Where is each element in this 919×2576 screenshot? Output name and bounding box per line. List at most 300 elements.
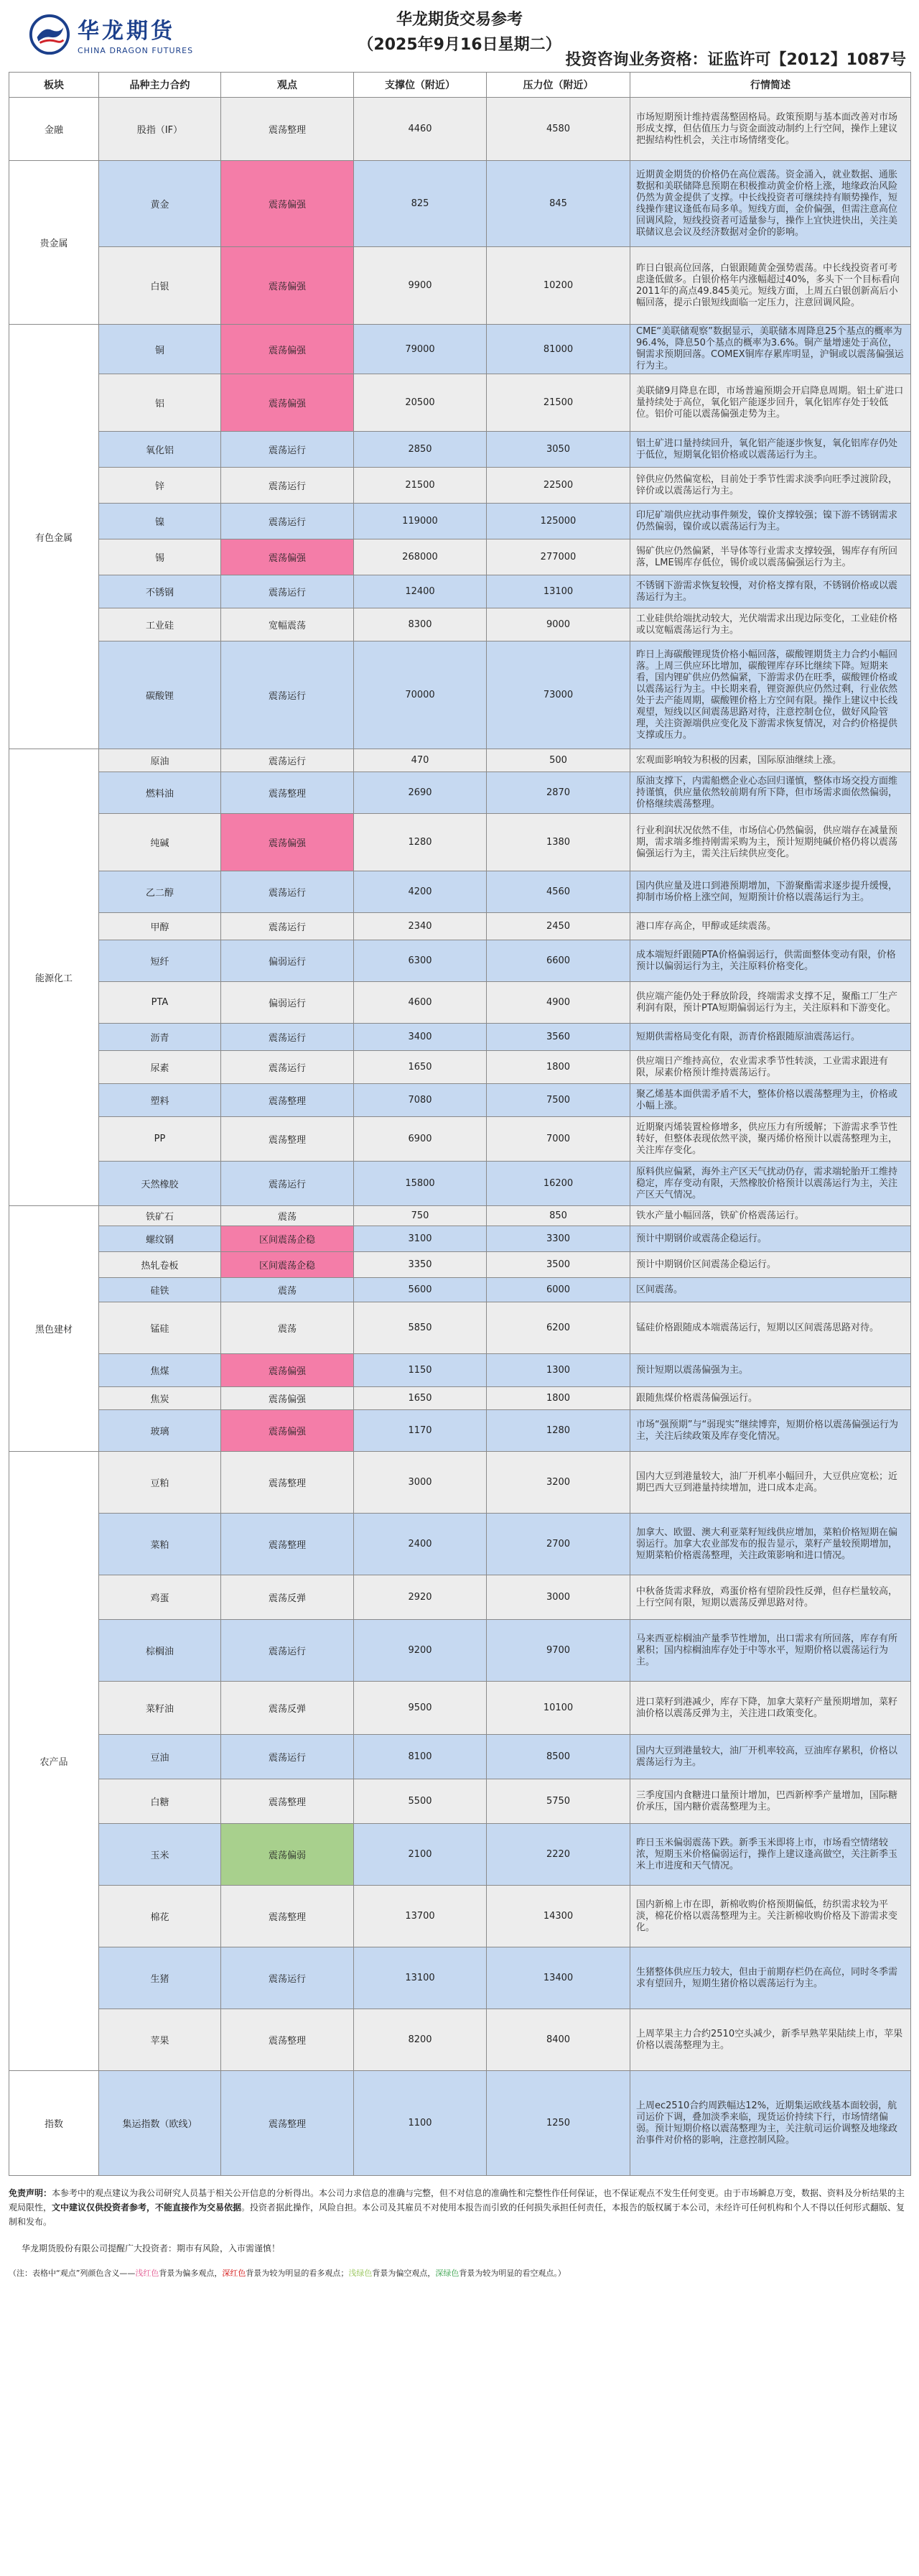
report-date: （2025年9月16日星期二） xyxy=(358,36,561,54)
table-row xyxy=(9,1051,911,1084)
support-cell: 3100 xyxy=(354,1226,487,1252)
contract-cell: 集运指数（欧线） xyxy=(99,2071,221,2176)
support-cell: 268000 xyxy=(354,539,487,575)
resistance-cell: 3560 xyxy=(487,1024,630,1051)
col-resistance: 压力位（附近） xyxy=(487,73,630,98)
support-cell: 3000 xyxy=(354,1452,487,1514)
desc-cell: 行业利润状况依然不佳，市场信心仍然偏弱，供应端存在减量预期，需求端多维持刚需采购为主，预计短期纯碱价格仍将以震荡偏强运行为主，需关注后续供应变化。 xyxy=(630,814,911,871)
table-row xyxy=(9,98,911,161)
contract-cell: 苹果 xyxy=(99,2009,221,2071)
view-cell: 宽幅震荡 xyxy=(221,608,354,641)
resistance-cell: 1250 xyxy=(487,2071,630,2176)
table-row xyxy=(9,1387,911,1410)
resistance-cell: 3200 xyxy=(487,1452,630,1514)
view-cell: 震荡偏强 xyxy=(221,325,354,374)
support-cell: 13700 xyxy=(354,1886,487,1947)
contract-cell: PP xyxy=(99,1117,221,1162)
sector-cell: 金融 xyxy=(9,98,99,161)
desc-cell: 成本端短纤跟随PTA价格偏弱运行，供需面整体变动有限，价格预计以偏弱运行为主，关注原料价格变化。 xyxy=(630,940,911,982)
support-cell: 20500 xyxy=(354,374,487,432)
view-cell: 震荡运行 xyxy=(221,871,354,913)
col-sector: 板块 xyxy=(9,73,99,98)
desc-cell: 预计中期钢价或震荡企稳运行。 xyxy=(630,1226,911,1252)
support-cell: 8100 xyxy=(354,1735,487,1779)
desc-cell: 印尼矿端供应扰动事件频发，镍价支撑较强；镍下游不锈钢需求仍然偏弱，镍价或以震荡运行为主。 xyxy=(630,504,911,539)
desc-cell: 昨日白银高位回落，白银跟随黄金强势震荡。中长线投资者可考虑逢低做多。白银价格年内涨幅超过40%，多头下一个目标看向2011年的高点49.845美元。短线方面，上周五白银创新高后小幅回落，提示白银短线面临一定压力，注意回调风险。 xyxy=(630,247,911,325)
sector-cell: 贵金属 xyxy=(9,161,99,325)
view-cell: 震荡运行 xyxy=(221,1620,354,1682)
support-cell: 2690 xyxy=(354,772,487,814)
resistance-cell: 13400 xyxy=(487,1947,630,2009)
desc-cell: 锌供应仍然偏宽松，目前处于季节性需求淡季向旺季过渡阶段，锌价或以震荡运行为主。 xyxy=(630,468,911,504)
view-cell: 震荡运行 xyxy=(221,1024,354,1051)
table-row xyxy=(9,1410,911,1452)
table-row xyxy=(9,871,911,913)
disclaimer-label: 免责声明： xyxy=(9,2188,52,2198)
contract-cell: 尿素 xyxy=(99,1051,221,1084)
table-row xyxy=(9,1886,911,1947)
contract-cell: 短纤 xyxy=(99,940,221,982)
contract-cell: PTA xyxy=(99,982,221,1024)
resistance-cell: 14300 xyxy=(487,1886,630,1947)
note-green-text: 背景为较为明显的看空观点。） xyxy=(459,2269,566,2278)
view-cell: 震荡运行 xyxy=(221,749,354,772)
note-prefix: （注：表格中“观点”列颜色含义—— xyxy=(9,2269,136,2278)
table-row xyxy=(9,1735,911,1779)
desc-cell: 中秋备货需求释放，鸡蛋价格有望阶段性反弹，但存栏量较高，上行空间有限，短期以震荡反弹思路对待。 xyxy=(630,1575,911,1620)
support-cell: 7080 xyxy=(354,1084,487,1117)
sector-cell: 能源化工 xyxy=(9,749,99,1206)
view-cell: 震荡整理 xyxy=(221,2009,354,2071)
table-row xyxy=(9,504,911,539)
license-text: 投资咨询业务资格：证监许可【2012】1087号 xyxy=(565,51,906,69)
resistance-cell: 850 xyxy=(487,1206,630,1226)
contract-cell: 锌 xyxy=(99,468,221,504)
contract-cell: 焦炭 xyxy=(99,1387,221,1410)
support-cell: 4460 xyxy=(354,98,487,161)
contract-cell: 焦煤 xyxy=(99,1354,221,1387)
desc-cell: 国内大豆到港量较大，油厂开机率较高，豆油库存累积，价格以震荡运行为主。 xyxy=(630,1735,911,1779)
resistance-cell: 3500 xyxy=(487,1252,630,1278)
view-cell: 震荡整理 xyxy=(221,1779,354,1824)
support-cell: 8300 xyxy=(354,608,487,641)
support-cell: 750 xyxy=(354,1206,487,1226)
contract-cell: 原油 xyxy=(99,749,221,772)
desc-cell: 国内大豆到港量较大，油厂开机率小幅回升，大豆供应宽松；近期巴西大豆到港量持续增加，进口成本走高。 xyxy=(630,1452,911,1514)
view-cell: 震荡整理 xyxy=(221,1084,354,1117)
support-cell: 70000 xyxy=(354,641,487,749)
contract-cell: 螺纹钢 xyxy=(99,1226,221,1252)
desc-cell: 近期聚丙烯装置检修增多，供应压力有所缓解；下游需求季节性转好，但整体表现依然平淡，聚丙烯价格预计以震荡整理为主，关注库存变化。 xyxy=(630,1117,911,1162)
view-cell: 震荡偏强 xyxy=(221,161,354,247)
support-cell: 8200 xyxy=(354,2009,487,2071)
table-row xyxy=(9,814,911,871)
support-cell: 79000 xyxy=(354,325,487,374)
contract-cell: 棕榈油 xyxy=(99,1620,221,1682)
table-row xyxy=(9,1514,911,1575)
support-cell: 2340 xyxy=(354,913,487,940)
disclaimer-text: 本参考中的观点建议为我公司研究人员基于相关公开信息的分析得出。本公司力求信息的准确与完整，但不对信息的准确性和完整性作任何保证，也不保证观点不发生任何变更。由于市场瞬息万变，数据、资料及分析结果的主观局限性， xyxy=(9,2188,905,2213)
view-cell: 震荡运行 xyxy=(221,468,354,504)
support-cell: 1170 xyxy=(354,1410,487,1452)
table-row xyxy=(9,1252,911,1278)
view-cell: 震荡运行 xyxy=(221,641,354,749)
desc-cell: 生猪整体供应压力较大，但由于前期存栏仍在高位，同时冬季需求有望回升，短期生猪价格以震荡运行为主。 xyxy=(630,1947,911,2009)
view-cell: 震荡偏强 xyxy=(221,1410,354,1452)
resistance-cell: 81000 xyxy=(487,325,630,374)
resistance-cell: 500 xyxy=(487,749,630,772)
contract-cell: 白糖 xyxy=(99,1779,221,1824)
support-cell: 2400 xyxy=(354,1514,487,1575)
contract-cell: 黄金 xyxy=(99,161,221,247)
resistance-cell: 16200 xyxy=(487,1162,630,1206)
contract-cell: 天然橡胶 xyxy=(99,1162,221,1206)
support-cell: 5850 xyxy=(354,1302,487,1354)
sector-cell: 指数 xyxy=(9,2071,99,2176)
support-cell: 1650 xyxy=(354,1387,487,1410)
desc-cell: 市场短期预计维持震荡整固格局。政策预期与基本面改善对市场形成支撑，但估值压力与资金面波动制约上行空间，操作上建议把握结构性机会，关注市场情绪变化。 xyxy=(630,98,911,161)
col-desc: 行情简述 xyxy=(630,73,911,98)
view-cell: 震荡反弹 xyxy=(221,1575,354,1620)
view-cell: 震荡整理 xyxy=(221,2071,354,2176)
support-cell: 3350 xyxy=(354,1252,487,1278)
table-row xyxy=(9,1162,911,1206)
table-row xyxy=(9,641,911,749)
table-row xyxy=(9,575,911,608)
support-cell: 1280 xyxy=(354,814,487,871)
risk-reminder: 华龙期货股份有限公司提醒广大投资者：期市有风险，入市需谨慎！ xyxy=(22,2243,281,2253)
table-row xyxy=(9,1206,911,1226)
table-row xyxy=(9,1575,911,1620)
col-support: 支撑位（附近） xyxy=(354,73,487,98)
contract-cell: 铜 xyxy=(99,325,221,374)
table-row xyxy=(9,913,911,940)
desc-cell: 昨日上海碳酸锂现货价格小幅回落，碳酸锂期货主力合约小幅回落。上周三供应环比增加，碳酸锂库存环比继续下降。短期来看，国内锂矿供应仍然偏紧，下游需求仍在旺季，碳酸锂价格或以震荡运行为主。中长期来看，锂资源供应仍然过剩，行业依然处于去产能周期，碳酸锂价格上方空间有限。操作上建议中长线观望，短线以区间震荡思路对待，注意控制仓位，做好风险管理，关注资源端供应变化及下游需求恢复情况，对合约价格提供支撑或压力。 xyxy=(630,641,911,749)
contract-cell: 沥青 xyxy=(99,1024,221,1051)
table-row xyxy=(9,1452,911,1514)
support-cell: 6900 xyxy=(354,1117,487,1162)
resistance-cell: 6200 xyxy=(487,1302,630,1354)
support-cell: 15800 xyxy=(354,1162,487,1206)
contract-cell: 不锈钢 xyxy=(99,575,221,608)
table-row xyxy=(9,1084,911,1117)
table-row xyxy=(9,1024,911,1051)
resistance-cell: 1380 xyxy=(487,814,630,871)
resistance-cell: 13100 xyxy=(487,575,630,608)
table-row xyxy=(9,982,911,1024)
contract-cell: 纯碱 xyxy=(99,814,221,871)
contract-cell: 热轧卷板 xyxy=(99,1252,221,1278)
table-row xyxy=(9,772,911,814)
table-row xyxy=(9,608,911,641)
desc-cell: 短期供需格局变化有限，沥青价格跟随原油震荡运行。 xyxy=(630,1024,911,1051)
view-cell: 震荡运行 xyxy=(221,1051,354,1084)
desc-cell: 国内新棉上市在即，新棉收购价格预期偏低，纺织需求较为平淡，棉花价格以震荡整理为主。关注新棉收购价格及下游需求变化。 xyxy=(630,1886,911,1947)
view-cell: 震荡运行 xyxy=(221,432,354,468)
view-cell: 震荡偏强 xyxy=(221,1354,354,1387)
resistance-cell: 2870 xyxy=(487,772,630,814)
view-cell: 震荡偏强 xyxy=(221,247,354,325)
desc-cell: 供应端日产维持高位，农业需求季节性转淡，工业需求跟进有限，尿素价格预计维持震荡运行。 xyxy=(630,1051,911,1084)
view-cell: 震荡运行 xyxy=(221,575,354,608)
view-cell: 震荡运行 xyxy=(221,1735,354,1779)
view-cell: 震荡运行 xyxy=(221,504,354,539)
note-lgreen: 浅绿色 xyxy=(348,2269,373,2278)
resistance-cell: 1800 xyxy=(487,1387,630,1410)
desc-cell: 锰硅价格跟随成本端震荡运行，短期以区间震荡思路对待。 xyxy=(630,1302,911,1354)
desc-cell: 进口菜籽到港减少，库存下降，加拿大菜籽产量预期增加，菜籽油价格以震荡反弹为主，关注进口政策变化。 xyxy=(630,1682,911,1735)
table-row xyxy=(9,539,911,575)
view-cell: 区间震荡企稳 xyxy=(221,1226,354,1252)
resistance-cell: 6000 xyxy=(487,1278,630,1302)
table-row xyxy=(9,1620,911,1682)
resistance-cell: 10200 xyxy=(487,247,630,325)
table-row xyxy=(9,940,911,982)
resistance-cell: 1800 xyxy=(487,1051,630,1084)
logo-cn-text: 华龙期货 xyxy=(78,19,175,44)
contract-cell: 燃料油 xyxy=(99,772,221,814)
support-cell: 1650 xyxy=(354,1051,487,1084)
table-row xyxy=(9,374,911,432)
desc-cell: 聚乙烯基本面供需矛盾不大，整体价格以震荡整理为主，价格或小幅上涨。 xyxy=(630,1084,911,1117)
contract-cell: 白银 xyxy=(99,247,221,325)
table-row xyxy=(9,1824,911,1886)
contract-cell: 乙二醇 xyxy=(99,871,221,913)
desc-cell: CME“美联储观察”数据显示，美联储本周降息25个基点的概率为96.4%，降息50个基点的概率为3.6%。铜产量增速处于高位，铜需求预期回落。COMEX铜库存累库明显，沪铜或以震荡偏强运行为主。 xyxy=(630,325,911,374)
view-cell: 震荡整理 xyxy=(221,772,354,814)
resistance-cell: 1280 xyxy=(487,1410,630,1452)
sector-cell: 农产品 xyxy=(9,1452,99,2071)
table-row xyxy=(9,247,911,325)
support-cell: 4200 xyxy=(354,871,487,913)
view-cell: 震荡运行 xyxy=(221,1947,354,2009)
contract-cell: 菜籽油 xyxy=(99,1682,221,1735)
table-row xyxy=(9,1682,911,1735)
support-cell: 825 xyxy=(354,161,487,247)
table-body xyxy=(9,98,911,2176)
view-cell: 震荡偏强 xyxy=(221,814,354,871)
report-header xyxy=(0,0,919,72)
col-view: 观点 xyxy=(221,73,354,98)
desc-cell: 宏观面影响较为积极的因素，国际原油继续上涨。 xyxy=(630,749,911,772)
contract-cell: 豆油 xyxy=(99,1735,221,1779)
contract-cell: 玻璃 xyxy=(99,1410,221,1452)
contract-cell: 生猪 xyxy=(99,1947,221,2009)
contract-cell: 甲醇 xyxy=(99,913,221,940)
resistance-cell: 9000 xyxy=(487,608,630,641)
table-row xyxy=(9,468,911,504)
view-cell: 区间震荡企稳 xyxy=(221,1252,354,1278)
reference-table xyxy=(9,72,911,2176)
view-cell: 震荡整理 xyxy=(221,98,354,161)
desc-cell: 原料供应偏紧，海外主产区天气扰动仍存，需求端轮胎开工维持稳定，库存变动有限，天然橡胶价格预计以震荡运行为主，关注产区天气情况。 xyxy=(630,1162,911,1206)
contract-cell: 锡 xyxy=(99,539,221,575)
logo-en-text: CHINA DRAGON FUTURES xyxy=(78,46,194,55)
note-red-text: 背景为较为明显的看多观点； xyxy=(246,2269,349,2278)
desc-cell: 铝土矿进口量持续回升，氧化铝产能逐步恢复，氧化铝库存仍处于低位，短期氧化铝价格或以震荡运行为主。 xyxy=(630,432,911,468)
resistance-cell: 7000 xyxy=(487,1117,630,1162)
view-cell: 震荡整理 xyxy=(221,1117,354,1162)
table-row xyxy=(9,2071,911,2176)
table-row xyxy=(9,1226,911,1252)
resistance-cell: 5750 xyxy=(487,1779,630,1824)
resistance-cell: 2700 xyxy=(487,1514,630,1575)
resistance-cell: 9700 xyxy=(487,1620,630,1682)
desc-cell: 上周ec2510合约周跌幅达12%，近期集运欧线基本面较弱，航司运价下调，叠加淡季来临，现货运价持续下行，市场情绪偏弱。预计短期价格以震荡整理为主，关注航司运价调整及地缘政治事件对价格的影响，注意控制风险。 xyxy=(630,2071,911,2176)
table-row xyxy=(9,161,911,247)
sector-cell: 黑色建材 xyxy=(9,1206,99,1452)
resistance-cell: 4560 xyxy=(487,871,630,913)
view-cell: 震荡运行 xyxy=(221,913,354,940)
support-cell: 119000 xyxy=(354,504,487,539)
desc-cell: 工业硅供给端扰动较大，光伏端需求出现边际变化，工业硅价格或以宽幅震荡运行为主。 xyxy=(630,608,911,641)
contract-cell: 棉花 xyxy=(99,1886,221,1947)
resistance-cell: 73000 xyxy=(487,641,630,749)
contract-cell: 塑料 xyxy=(99,1084,221,1117)
contract-cell: 镍 xyxy=(99,504,221,539)
view-cell: 偏弱运行 xyxy=(221,982,354,1024)
support-cell: 2920 xyxy=(354,1575,487,1620)
disclaimer-bold: 文中建议仅供投资者参考，不能直接作为交易依据 xyxy=(52,2202,242,2213)
desc-cell: 国内供应量及进口到港预期增加，下游聚酯需求逐步提升缓慢，抑制市场价格上涨空间，短期预计价格以震荡运行为主。 xyxy=(630,871,911,913)
support-cell: 9900 xyxy=(354,247,487,325)
view-cell: 震荡 xyxy=(221,1302,354,1354)
table-row xyxy=(9,1117,911,1162)
resistance-cell: 3300 xyxy=(487,1226,630,1252)
contract-cell: 工业硅 xyxy=(99,608,221,641)
desc-cell: 铁水产量小幅回落，铁矿价格震荡运行。 xyxy=(630,1206,911,1226)
note-red: 深红色 xyxy=(222,2269,246,2278)
resistance-cell: 22500 xyxy=(487,468,630,504)
contract-cell: 鸡蛋 xyxy=(99,1575,221,1620)
disclaimer xyxy=(9,2186,910,2229)
resistance-cell: 8500 xyxy=(487,1735,630,1779)
color-legend-note xyxy=(9,2267,910,2279)
resistance-cell: 2450 xyxy=(487,913,630,940)
support-cell: 1150 xyxy=(354,1354,487,1387)
table-row xyxy=(9,1302,911,1354)
resistance-cell: 10100 xyxy=(487,1682,630,1735)
support-cell: 470 xyxy=(354,749,487,772)
resistance-cell: 7500 xyxy=(487,1084,630,1117)
view-cell: 震荡偏弱 xyxy=(221,1824,354,1886)
support-cell: 3400 xyxy=(354,1024,487,1051)
contract-cell: 硅铁 xyxy=(99,1278,221,1302)
contract-cell: 菜粕 xyxy=(99,1514,221,1575)
table-row xyxy=(9,432,911,468)
view-cell: 震荡偏强 xyxy=(221,374,354,432)
desc-cell: 跟随焦煤价格震荡偏强运行。 xyxy=(630,1387,911,1410)
desc-cell: 供应端产能仍处于释放阶段，终端需求支撑不足，聚酯工厂生产利润有限，预计PTA短期偏弱运行为主，关注原料和下游变化。 xyxy=(630,982,911,1024)
desc-cell: 三季度国内食糖进口量预计增加，巴西新榨季产量增加，国际糖价承压，国内糖价震荡整理为主。 xyxy=(630,1779,911,1824)
contract-cell: 玉米 xyxy=(99,1824,221,1886)
col-contract: 品种主力合约 xyxy=(99,73,221,98)
view-cell: 震荡整理 xyxy=(221,1452,354,1514)
view-cell: 震荡偏强 xyxy=(221,1387,354,1410)
resistance-cell: 4900 xyxy=(487,982,630,1024)
view-cell: 震荡反弹 xyxy=(221,1682,354,1735)
desc-cell: 区间震荡。 xyxy=(630,1278,911,1302)
desc-cell: 港口库存高企，甲醇或延续震荡。 xyxy=(630,913,911,940)
desc-cell: 美联储9月降息在即，市场普遍预期会开启降息周期。铝土矿进口量持续处于高位，氧化铝产能逐步回升，氧化铝库存处于较低位。铝价可能以震荡偏强走势为主。 xyxy=(630,374,911,432)
resistance-cell: 2220 xyxy=(487,1824,630,1886)
support-cell: 9500 xyxy=(354,1682,487,1735)
support-cell: 21500 xyxy=(354,468,487,504)
view-cell: 震荡运行 xyxy=(221,1162,354,1206)
disclaimer-tail: 。投资者据此操作，风险自担。本公司及其雇员不对使用本报告而引致的任何损失承担任何责任，本报告的版权属于本公司，未经许可任何机构和个人不得以任何形式翻版、复制和发布。 xyxy=(9,2202,905,2227)
support-cell: 13100 xyxy=(354,1947,487,2009)
support-cell: 9200 xyxy=(354,1620,487,1682)
view-cell: 偏弱运行 xyxy=(221,940,354,982)
desc-cell: 昨日玉米偏弱震荡下跌。新季玉米即将上市，市场看空情绪较浓，短期玉米价格偏弱运行，操作上建议逢高做空，关注新季玉米上市进度和天气情况。 xyxy=(630,1824,911,1886)
resistance-cell: 125000 xyxy=(487,504,630,539)
resistance-cell: 6600 xyxy=(487,940,630,982)
note-pink-text: 背景为偏多观点， xyxy=(159,2269,223,2278)
contract-cell: 碳酸锂 xyxy=(99,641,221,749)
view-cell: 震荡整理 xyxy=(221,1886,354,1947)
note-green: 深绿色 xyxy=(435,2269,460,2278)
desc-cell: 预计短期以震荡偏强为主。 xyxy=(630,1354,911,1387)
contract-cell: 铝 xyxy=(99,374,221,432)
contract-cell: 锰硅 xyxy=(99,1302,221,1354)
note-pink: 浅红色 xyxy=(135,2269,159,2278)
support-cell: 5600 xyxy=(354,1278,487,1302)
support-cell: 5500 xyxy=(354,1779,487,1824)
view-cell: 震荡偏强 xyxy=(221,539,354,575)
table-row xyxy=(9,749,911,772)
table-row xyxy=(9,2009,911,2071)
contract-cell: 氧化铝 xyxy=(99,432,221,468)
contract-cell: 豆粕 xyxy=(99,1452,221,1514)
desc-cell: 马来西亚棕榈油产量季节性增加，出口需求有所回落，库存有所累积；国内棕榈油库存处于中等水平，短期价格以震荡运行为主。 xyxy=(630,1620,911,1682)
resistance-cell: 845 xyxy=(487,161,630,247)
table-header-row xyxy=(9,73,911,98)
resistance-cell: 21500 xyxy=(487,374,630,432)
report-title: 华龙期货交易参考 xyxy=(396,11,523,29)
view-cell: 震荡 xyxy=(221,1206,354,1226)
desc-cell: 不锈钢下游需求恢复较慢，对价格支撑有限，不锈钢价格或以震荡运行为主。 xyxy=(630,575,911,608)
resistance-cell: 8400 xyxy=(487,2009,630,2071)
view-cell: 震荡 xyxy=(221,1278,354,1302)
table-row xyxy=(9,325,911,374)
contract-cell: 股指（IF） xyxy=(99,98,221,161)
support-cell: 2850 xyxy=(354,432,487,468)
support-cell: 6300 xyxy=(354,940,487,982)
sector-cell: 有色金属 xyxy=(9,325,99,749)
desc-cell: 市场“强预期”与“弱现实”继续博弈，短期价格以震荡偏强运行为主，关注后续政策及库存变化情况。 xyxy=(630,1410,911,1452)
resistance-cell: 277000 xyxy=(487,539,630,575)
desc-cell: 加拿大、欧盟、澳大利亚菜籽短线供应增加，菜粕价格短期在偏弱运行。加拿大农业部发布的报告显示，菜籽产量较预期增加，短期菜粕价格震荡整理，关注政策影响和进口情况。 xyxy=(630,1514,911,1575)
table-row xyxy=(9,1278,911,1302)
contract-cell: 铁矿石 xyxy=(99,1206,221,1226)
desc-cell: 近期黄金期货的价格仍在高位震荡。资金涌入，就业数据、通胀数据和美联储降息预期在积极推动黄金价格上涨，地缘政治风险仍然为黄金提供了支撑。中长线投资者可继续持有顺势操作，短线操作建议逢低布局多单。短线方面，金价偏强，但需注意高位回调风险，短线投资者可适量参与，操作上宜快进快出，关注美联储议息会议及经济数据对金价的影响。 xyxy=(630,161,911,247)
table-row xyxy=(9,1779,911,1824)
table-row xyxy=(9,1947,911,2009)
support-cell: 1100 xyxy=(354,2071,487,2176)
desc-cell: 锡矿供应仍然偏紧，半导体等行业需求支撑较强，锡库存有所回落，LME锡库存低位，锡价或以震荡偏强运行为主。 xyxy=(630,539,911,575)
view-cell: 震荡整理 xyxy=(221,1514,354,1575)
desc-cell: 预计中期钢价区间震荡企稳运行。 xyxy=(630,1252,911,1278)
desc-cell: 原油支撑下，内需船燃企业心态回归谨慎，整体市场交投方面维持谨慎，供应量依然较前期有所下降，但市场需求面依然偏弱，价格继续震荡整理。 xyxy=(630,772,911,814)
resistance-cell: 3050 xyxy=(487,432,630,468)
resistance-cell: 4580 xyxy=(487,98,630,161)
support-cell: 12400 xyxy=(354,575,487,608)
desc-cell: 上周苹果主力合约2510空头减少，新季早熟苹果陆续上市，苹果价格以震荡整理为主。 xyxy=(630,2009,911,2071)
note-lgreen-text: 背景为偏空观点， xyxy=(372,2269,436,2278)
support-cell: 4600 xyxy=(354,982,487,1024)
resistance-cell: 3000 xyxy=(487,1575,630,1620)
resistance-cell: 1300 xyxy=(487,1354,630,1387)
